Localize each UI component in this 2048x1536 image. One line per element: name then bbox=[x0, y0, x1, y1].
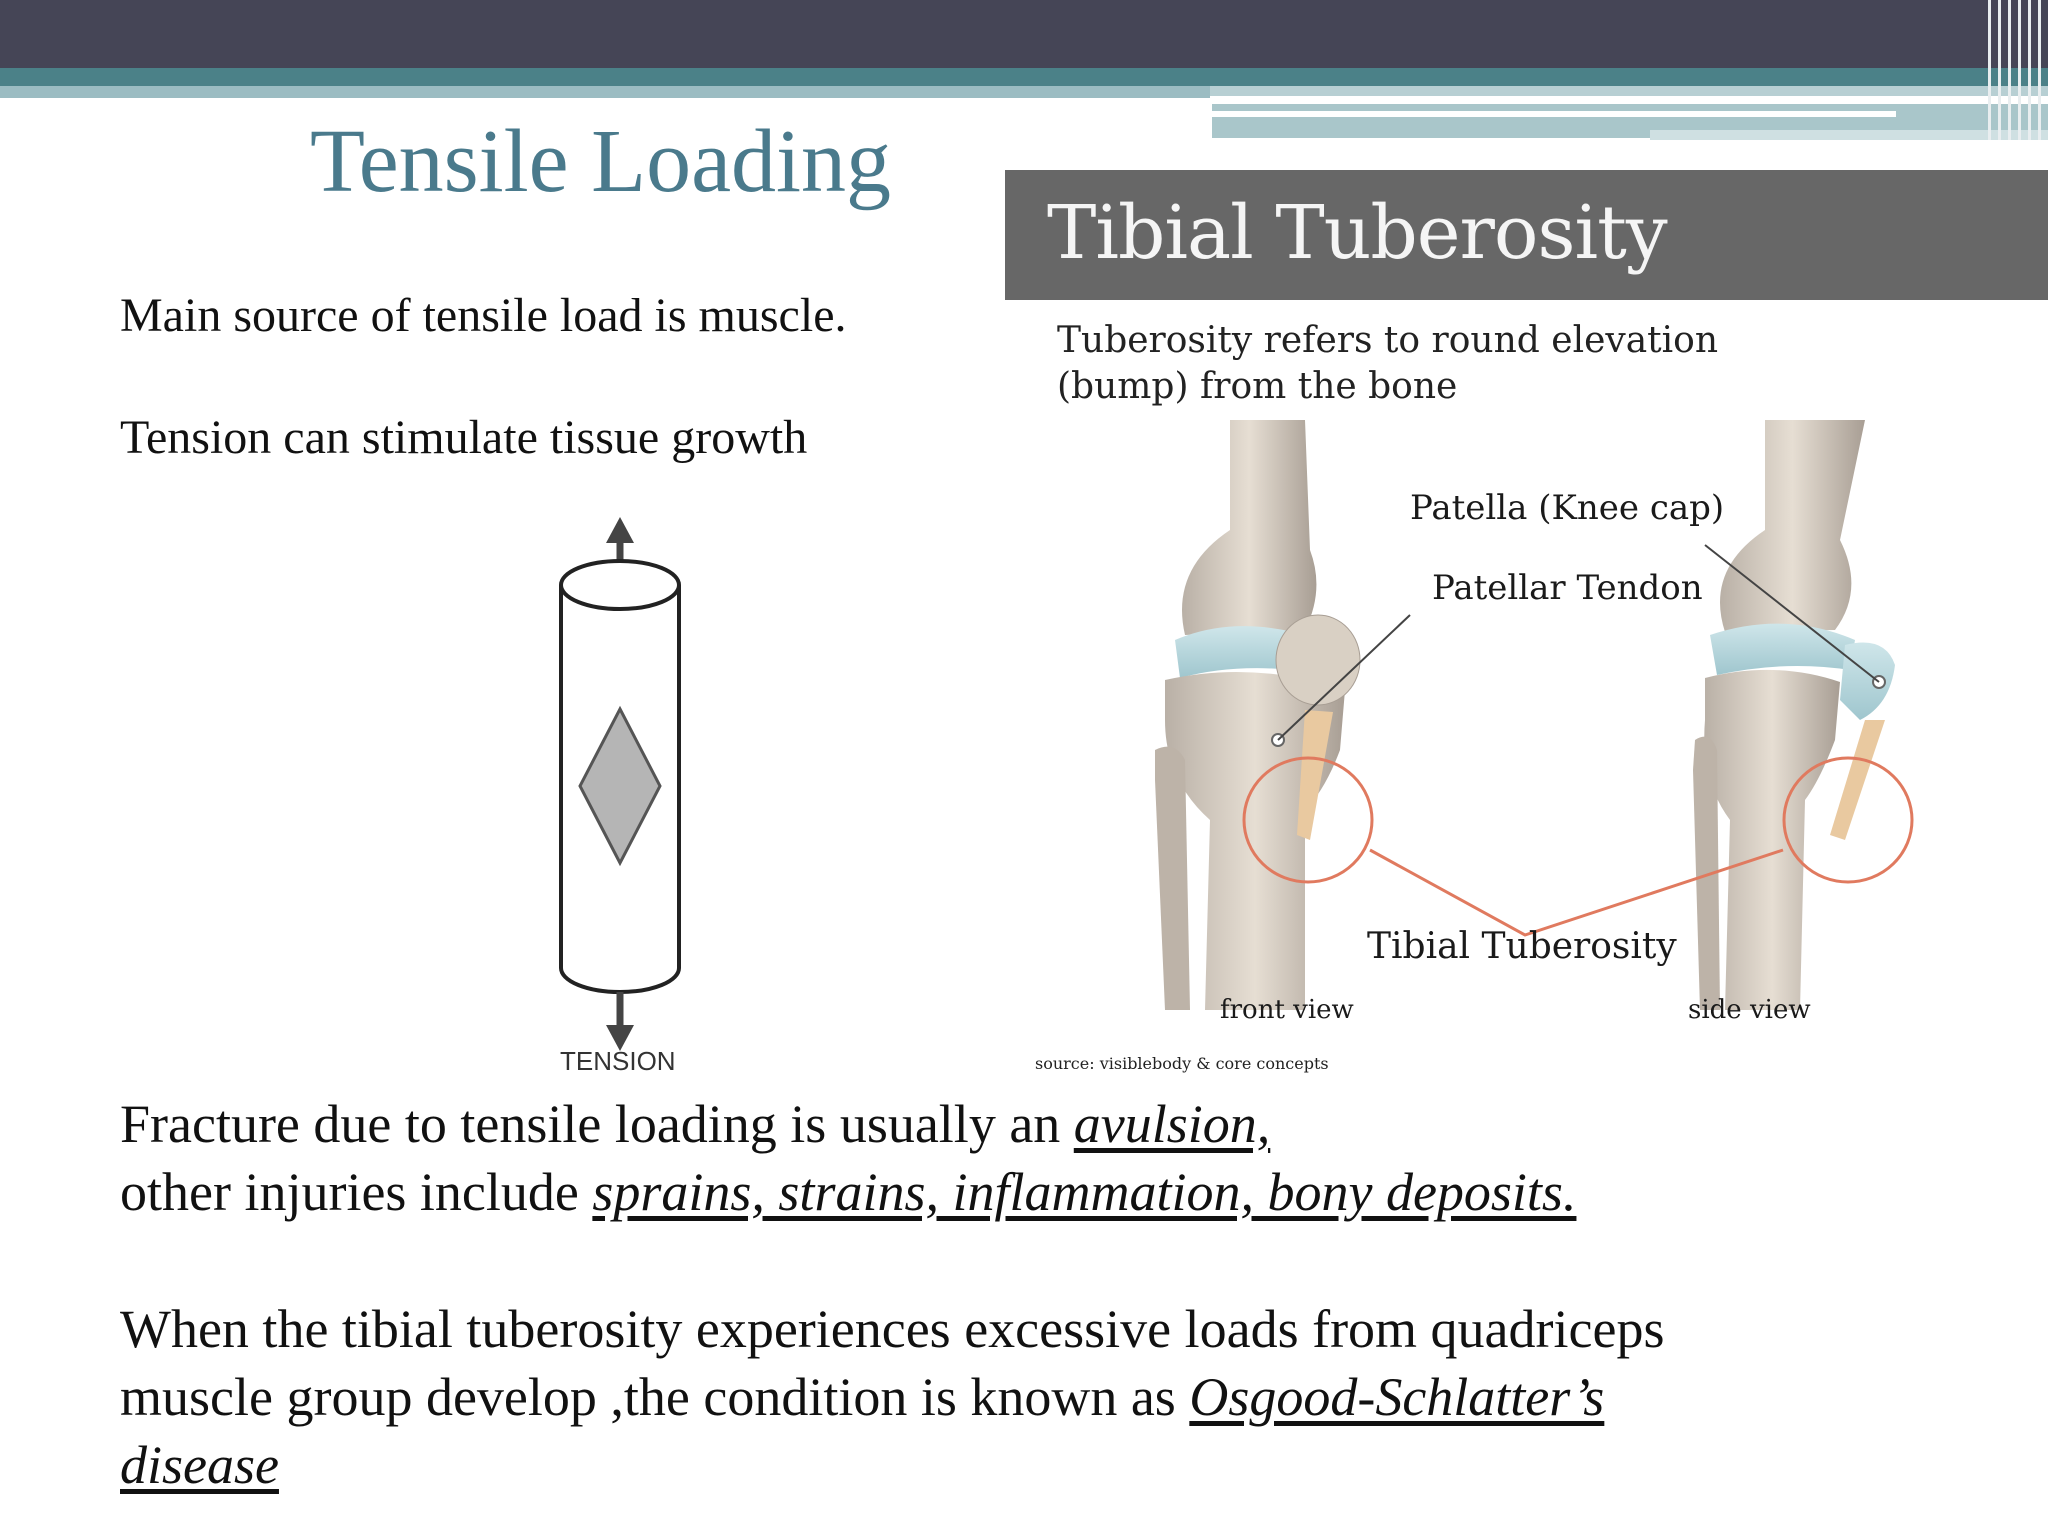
tibial-tuberosity-figure bbox=[1005, 170, 2048, 1080]
paragraph-fracture-line1 bbox=[120, 1090, 1576, 1158]
term-disease: disease bbox=[120, 1435, 279, 1495]
front-view-knee bbox=[1155, 420, 1372, 1010]
label-side-view: side view bbox=[1688, 995, 1811, 1025]
tension-arrow-down-icon bbox=[606, 992, 634, 1051]
term-avulsion: avulsion, bbox=[1073, 1094, 1271, 1154]
paragraph-fracture-line2 bbox=[120, 1158, 1576, 1226]
header-band-light bbox=[0, 86, 1210, 98]
term-injuries-list: sprains, strains, inflammation, bony deposits. bbox=[592, 1162, 1577, 1222]
figure-description-line1: Tuberosity refers to round elevation bbox=[1057, 320, 1719, 361]
figure-description bbox=[1057, 318, 1718, 410]
header-band-light-right bbox=[1210, 86, 2048, 96]
bullet-muscle: Main source of tensile load is muscle. bbox=[120, 289, 847, 342]
diamond-element bbox=[580, 709, 660, 863]
bullet-tension: Tension can stimulate tissue growth bbox=[120, 411, 808, 464]
paragraph-osgood-line2 bbox=[120, 1363, 1664, 1431]
header-accent-line bbox=[1212, 111, 1896, 117]
header-stripes bbox=[1982, 0, 2048, 140]
term-osgood-schlatter: Osgood-Schlatter’s bbox=[1189, 1367, 1605, 1427]
text-condition-known: muscle group develop ,the condition is known as bbox=[120, 1367, 1190, 1427]
paragraph-osgood bbox=[120, 1295, 1664, 1499]
tension-diagram bbox=[520, 515, 720, 1080]
slide-title: Tensile Loading bbox=[310, 112, 892, 211]
tension-label: TENSION bbox=[560, 1046, 676, 1076]
tuberosity-leader-lines bbox=[1370, 850, 1783, 935]
header-band-teal bbox=[0, 68, 2048, 86]
text-other-injuries: other injuries include bbox=[120, 1162, 593, 1222]
label-patellar-tendon: Patellar Tendon bbox=[1432, 568, 1703, 608]
label-patella: Patella (Knee cap) bbox=[1410, 488, 1725, 528]
text-fracture: Fracture due to tensile loading is usually an bbox=[120, 1094, 1074, 1154]
header-band-dark bbox=[0, 0, 2048, 68]
figure-description-line2: (bump) from the bone bbox=[1057, 366, 1458, 407]
label-tibial-tuberosity: Tibial Tuberosity bbox=[1367, 926, 1677, 967]
paragraph-fracture bbox=[120, 1090, 1576, 1226]
figure-source: source: visiblebody & core concepts bbox=[1035, 1054, 1329, 1073]
figure-header-title: Tibial Tuberosity bbox=[1047, 190, 1667, 276]
paragraph-osgood-line1: When the tibial tuberosity experiences excessive loads from quadriceps bbox=[120, 1299, 1665, 1359]
side-view-knee bbox=[1693, 420, 1912, 1010]
figure-header bbox=[1005, 170, 2048, 300]
paragraph-osgood-line3 bbox=[120, 1431, 1664, 1499]
label-front-view: front view bbox=[1220, 995, 1354, 1025]
